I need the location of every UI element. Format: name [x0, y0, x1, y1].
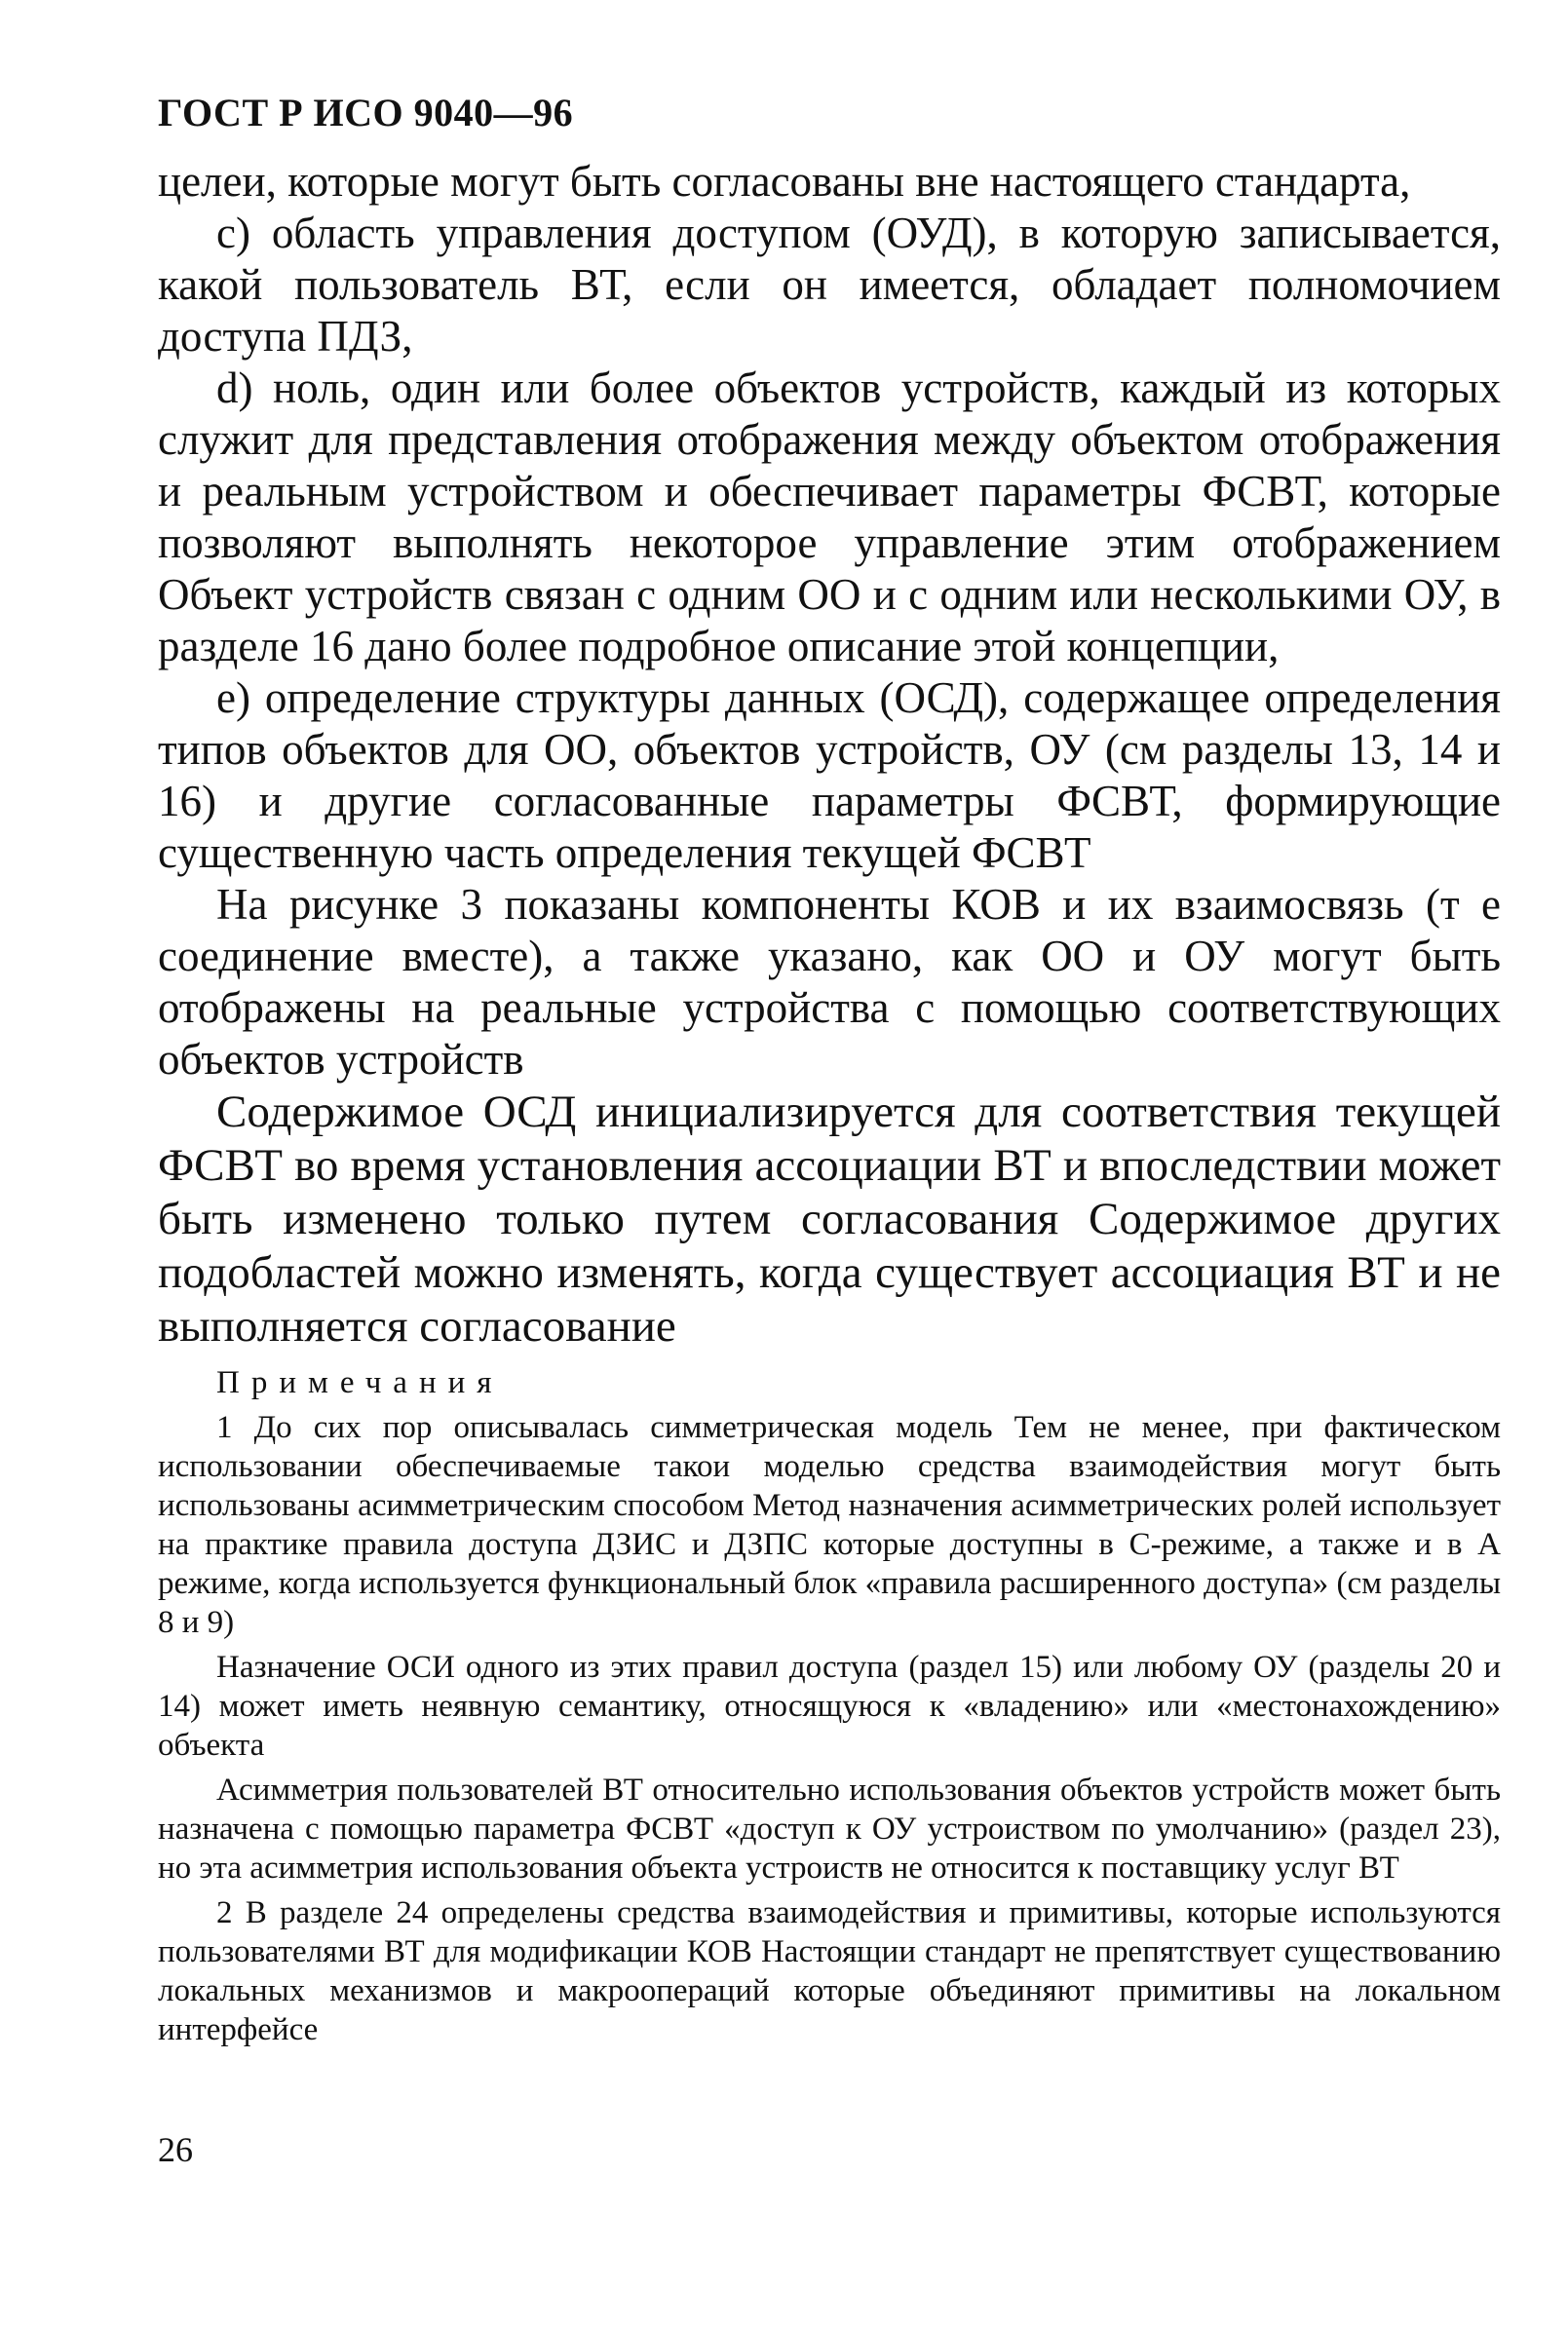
paragraph-item-c: с) область управления доступом (ОУД), в которую записывается, какой пользователь ВТ, если он имеется, обладает полномочием доступа ПДЗ, — [158, 209, 1501, 361]
paragraph-osd-content: Содержимое ОСД инициализируется для соответствия текущей ФСВТ во время установления ассоциации ВТ и впоследствии может быть изменено только путем согласования Содержимое других подобластей можно изменять, когда существует ассоциация ВТ и не выполняется согласование — [158, 1087, 1501, 1352]
note-item: 1 До сих пор описывалась симметрическая модель Тем не менее, при фактическом использовании обеспечиваемые такои моделью средства взаимодействия могут быть использованы асимметрическим способом Метод назначения асимметрических ролей использует на практике правила доступа ДЗИС и ДЗПС которые доступны в С-режиме, а также и в А режиме, когда используется функциональный блок «правила расширенного доступа» (см разделы 8 и 9) — [158, 1410, 1501, 1640]
paragraph-item-d: d) ноль, один или более объектов устройств, каждый из которых служит для представления отображения между объектом отображения и реальным устройством и обеспечивает параметры ФСВТ, которые позволяют выполнять некоторое управление этим отображением Объект устройств связан с одним ОО и с одним или несколькими ОУ, в разделе 16 дано более подробное описание этой концепции, — [158, 363, 1501, 670]
body-text — [158, 156, 1501, 2055]
note-item: 2 В разделе 24 определены средства взаимодействия и примитивы, которые используются пользователями ВТ для модификации КОВ Настоящии стандарт не препятствует существованию локальных механизмов и макроопераций которые объединяют примитивы на локальном интерфейсе — [158, 1895, 1501, 2047]
notes-title: Примечания — [216, 1365, 504, 1400]
paragraph-continuation: целеи, которые могут быть согласованы вне настоящего стандарта, — [158, 157, 1411, 206]
page-number: 26 — [158, 2130, 193, 2169]
standard-header: ГОСТ Р ИСО 9040—96 — [158, 91, 574, 134]
note-item: Назначение ОСИ одного из этих правил доступа (раздел 15) или любому ОУ (разделы 20 и 14) может иметь неявную семантику, относящуюся к «владению» или «местонахождению» объекта — [158, 1650, 1501, 1763]
paragraph-figure-3: На рисунке 3 показаны компоненты КОВ и их взаимосвязь (т е соединение вместе), а также указано, как ОО и ОУ могут быть отображены на реальные устройства с помощью соответствующих объектов устройств — [158, 880, 1501, 1084]
notes-section — [158, 1363, 1501, 2049]
paragraph-item-e: е) определение структуры данных (ОСД), содержащее определения типов объектов для ОО, объектов устройств, ОУ (см разделы 13, 14 и 16) и другие согласованные параметры ФСВТ, формирующие существенную часть определения текущей ФСВТ — [158, 673, 1501, 877]
note-item: Асимметрия пользователей ВТ относительно использования объектов устройств может быть назначена с помощью параметра ФСВТ «доступ к ОУ устроиством по умолчанию» (раздел 23), но эта асимметрия использования объекта устроиств не относится к поставщику услуг ВТ — [158, 1773, 1501, 1886]
